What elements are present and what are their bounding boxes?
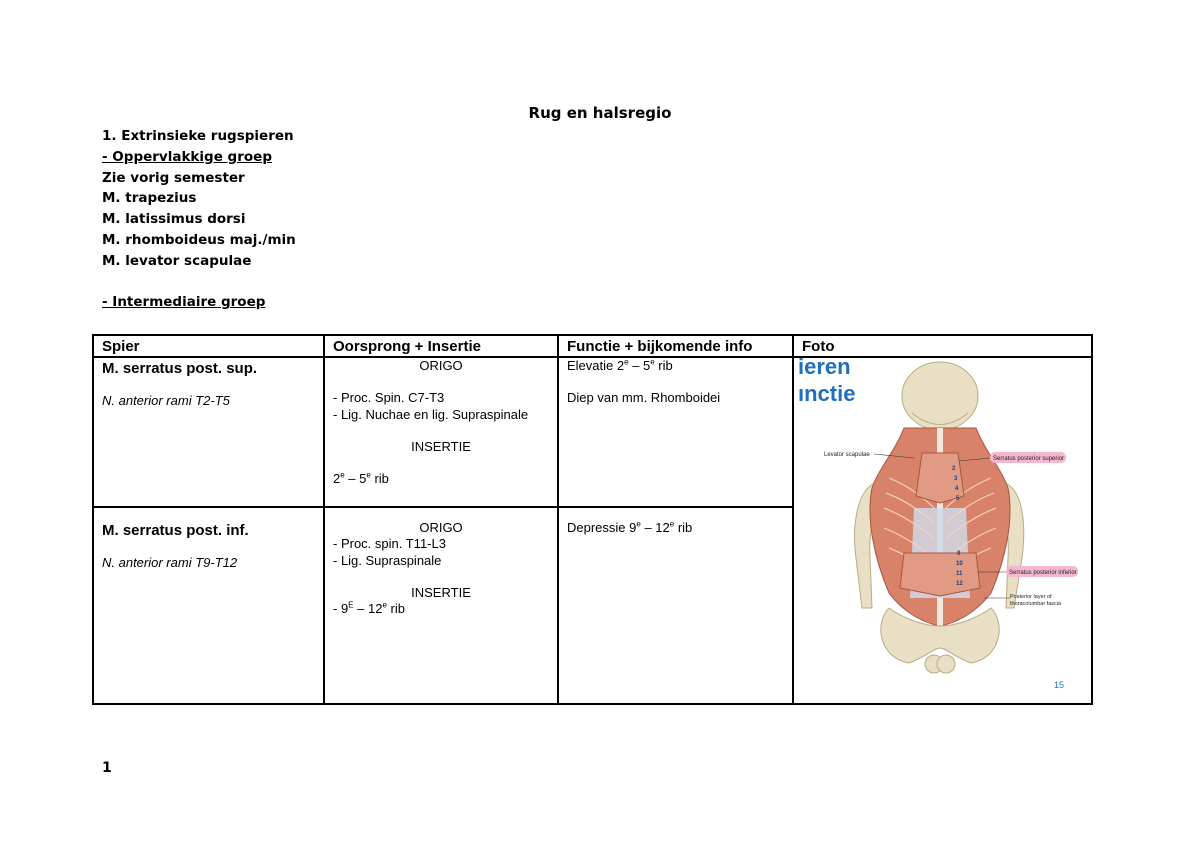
origo-item: - Lig. Supraspinale bbox=[333, 552, 442, 568]
function-cell bbox=[558, 507, 793, 704]
muscle-list-item: M. levator scapulae bbox=[102, 252, 252, 269]
function-text: Depressie 9e – 12e rib bbox=[567, 519, 693, 535]
function-text: Elevatie 2e – 5e rib bbox=[567, 357, 673, 373]
slide-text: ieren bbox=[798, 358, 851, 379]
muscle-list-item: M. trapezius bbox=[102, 190, 197, 207]
label-levator: Levator scapulae bbox=[824, 452, 870, 458]
muscle-list-item: M. rhomboideus maj./min bbox=[102, 231, 296, 248]
rib-number: 10 bbox=[956, 561, 963, 567]
nerve-text: N. anterior rami T9-T12 bbox=[102, 555, 238, 570]
header-functie: Functie + bijkomende info bbox=[558, 335, 793, 357]
group-superficial-heading: - Oppervlakkige groep bbox=[102, 148, 272, 165]
origo-label: ORIGO bbox=[419, 358, 463, 373]
table-row bbox=[93, 357, 1092, 507]
rib-number: 11 bbox=[956, 571, 963, 577]
label-fascia: thoracolumbar fascia bbox=[1010, 601, 1062, 607]
header-oorsprong: Oorsprong + Insertie bbox=[324, 335, 558, 357]
origin-insertion-cell bbox=[324, 507, 558, 704]
muscle-name: M. serratus post. inf. bbox=[102, 522, 249, 539]
insertie-value: 2e – 5e rib bbox=[333, 470, 389, 487]
muscle-list-item: M. latissimus dorsi bbox=[102, 211, 246, 228]
header-spier: Spier bbox=[93, 335, 324, 357]
rib-number: 3 bbox=[954, 476, 958, 482]
note-text: Zie vorig semester bbox=[102, 169, 245, 186]
insertie-value: - $9^E - 12e$ rib bbox=[333, 600, 405, 617]
label-serratus-inferior: Serratus posterior inferior bbox=[1009, 570, 1077, 576]
origo-item: - Lig. Nuchae en lig. Supraspinale bbox=[333, 406, 529, 422]
rib-number: 2 bbox=[952, 466, 956, 472]
function-cell bbox=[558, 357, 793, 507]
muscle-table bbox=[92, 334, 1093, 705]
rib-number: 12 bbox=[956, 581, 963, 587]
rib-number: 5 bbox=[956, 496, 960, 502]
photo-cell bbox=[793, 357, 1092, 704]
page-number: 1 bbox=[102, 760, 112, 776]
slide-text: ınctie bbox=[798, 381, 856, 406]
insertie-label: INSERTIE bbox=[411, 438, 471, 454]
muscle-name: M. serratus post. sup. bbox=[102, 360, 258, 377]
origo-label: ORIGO bbox=[419, 520, 463, 535]
label-serratus-superior: Serratus posterior superior bbox=[993, 456, 1065, 462]
origo-item: - Proc. spin. T11-L3 bbox=[333, 536, 446, 552]
table-header-row bbox=[93, 335, 1092, 357]
slide-number: 15 bbox=[1054, 680, 1065, 690]
section-heading: 1. Extrinsieke rugspieren bbox=[102, 128, 294, 144]
back-muscles-illustration bbox=[794, 358, 1091, 693]
insertie-label: INSERTIE bbox=[411, 584, 471, 600]
rib-number: 4 bbox=[955, 486, 959, 492]
page-title: Rug en halsregio bbox=[528, 104, 672, 122]
nerve-text: N. anterior rami T2-T5 bbox=[102, 393, 230, 408]
muscle-cell bbox=[93, 507, 324, 704]
origin-insertion-cell bbox=[324, 357, 558, 507]
intro-section bbox=[102, 126, 296, 272]
label-fascia: Posterior layer of bbox=[1010, 594, 1052, 600]
function-extra: Diep van mm. Rhomboidei bbox=[567, 390, 721, 406]
header-foto: Foto bbox=[793, 335, 1092, 357]
origo-item: - Proc. Spin. C7-T3 bbox=[333, 390, 445, 406]
rib-number: 9 bbox=[957, 551, 961, 557]
group-intermediate-heading: - Intermediaire groep bbox=[102, 294, 266, 310]
muscle-cell bbox=[93, 357, 324, 507]
